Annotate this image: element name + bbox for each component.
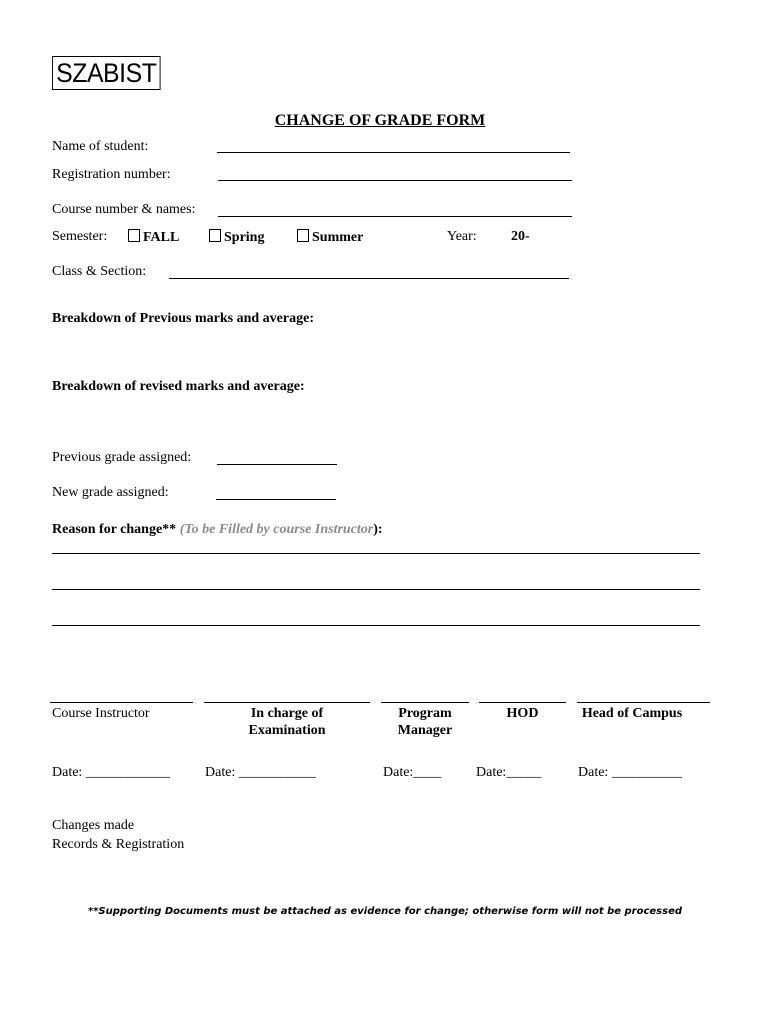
semester-label: Semester: (52, 229, 108, 244)
head-of-campus-label: Head of Campus (581, 706, 683, 721)
registration-field[interactable] (218, 180, 572, 181)
spring-checkbox[interactable] (209, 229, 221, 242)
registration-label: Registration number: (52, 167, 171, 182)
date-examination[interactable]: Date: ___________ (205, 765, 316, 780)
student-name-label: Name of student: (52, 139, 149, 154)
date-program-manager[interactable]: Date:____ (383, 765, 442, 780)
signature-line-examination[interactable] (204, 702, 370, 703)
date-hod[interactable]: Date:_____ (476, 765, 542, 780)
reason-line-2[interactable] (52, 589, 700, 590)
previous-grade-label: Previous grade assigned: (52, 450, 192, 465)
year-label: Year: (447, 229, 477, 244)
summer-checkbox[interactable] (297, 229, 309, 242)
reason-line-3[interactable] (52, 625, 700, 626)
signature-line-instructor[interactable] (50, 702, 193, 703)
records-registration-label: Records & Registration (52, 837, 185, 852)
examination-incharge-label: In charge of Examination (248, 706, 326, 738)
szabist-logo: SZABIST (52, 56, 161, 90)
reason-heading: Reason for change** (To be Filled by course Instructor): (52, 522, 383, 537)
program-manager-label: Program Manager (397, 706, 453, 738)
semester-option-summer[interactable]: Summer (297, 229, 363, 246)
semester-option-fall[interactable]: FALL (128, 229, 179, 246)
hod-label: HOD (506, 706, 539, 721)
supporting-documents-note: **Supporting Documents must be attached as evidence for change; otherwise form will not be processed (87, 906, 683, 917)
date-instructor[interactable]: Date: ____________ (52, 765, 170, 780)
previous-grade-field[interactable] (217, 464, 337, 465)
course-label: Course number & names: (52, 202, 196, 217)
fall-checkbox[interactable] (128, 229, 140, 242)
signature-line-hod[interactable] (479, 702, 566, 703)
reason-note: To be Filled by course Instructor (184, 522, 374, 537)
course-field[interactable] (218, 216, 572, 217)
date-head-campus[interactable]: Date: __________ (578, 765, 682, 780)
student-name-field[interactable] (217, 152, 570, 153)
revised-breakdown-heading: Breakdown of revised marks and average: (52, 379, 305, 394)
semester-option-spring[interactable]: Spring (209, 229, 264, 246)
previous-breakdown-heading: Breakdown of Previous marks and average: (52, 311, 314, 326)
form-title: CHANGE OF GRADE FORM (274, 112, 486, 129)
course-instructor-label: Course Instructor (52, 706, 150, 721)
year-prefix: 20- (511, 229, 530, 244)
changes-made-label: Changes made (52, 818, 135, 833)
new-grade-label: New grade assigned: (52, 485, 169, 500)
new-grade-field[interactable] (216, 499, 336, 500)
class-section-field[interactable] (169, 278, 569, 279)
signature-line-head-campus[interactable] (577, 702, 710, 703)
signature-line-program-manager[interactable] (381, 702, 469, 703)
reason-line-1[interactable] (52, 553, 700, 554)
class-section-label: Class & Section: (52, 264, 147, 279)
